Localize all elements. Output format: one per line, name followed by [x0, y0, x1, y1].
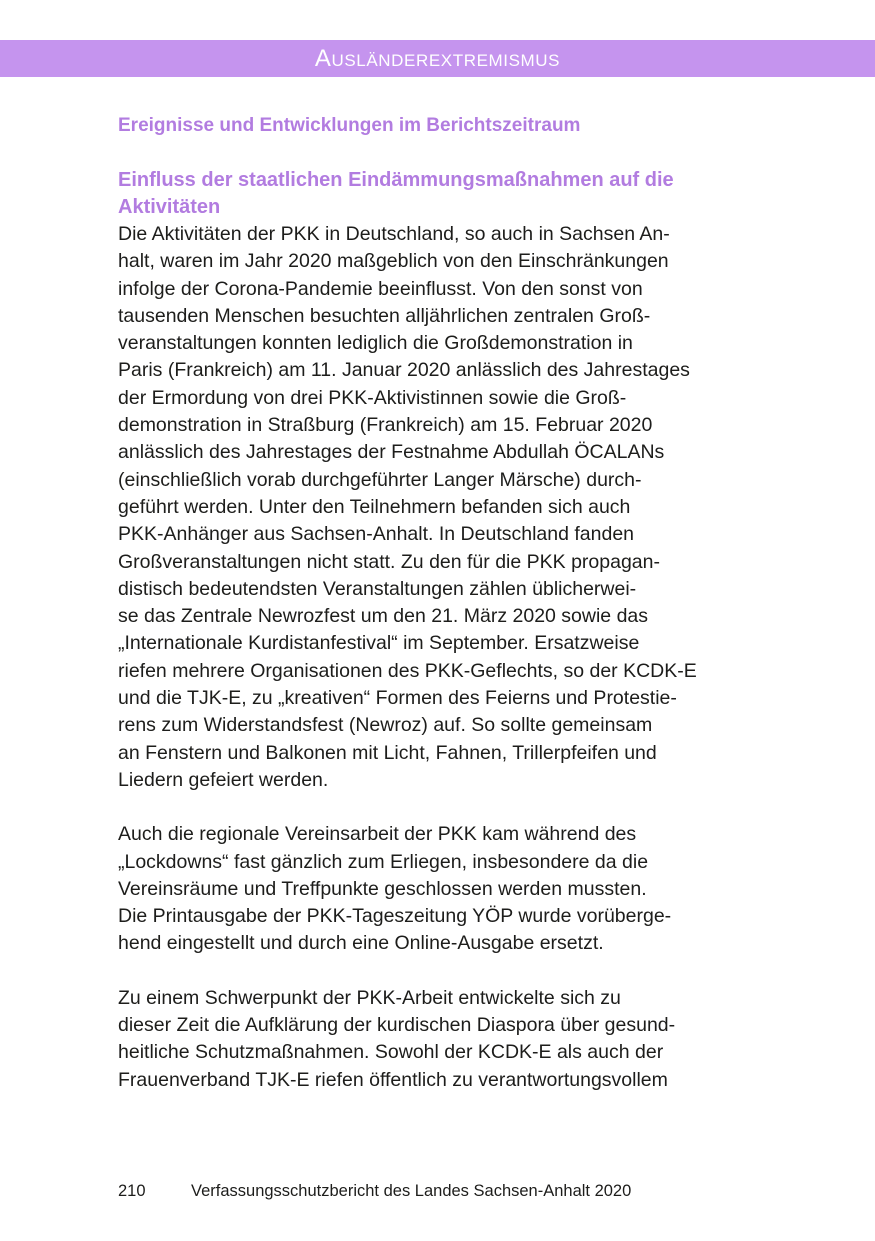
subsection-heading-line: Aktivitäten: [118, 196, 221, 218]
text-line: der Ermordung von drei PKK-Aktivistinnen sowie die Groß-: [118, 386, 627, 409]
text-line: Liedern gefeiert werden.: [118, 768, 329, 791]
subsection-heading: [118, 167, 778, 221]
publication-title: Verfassungsschutzbericht des Landes Sachsen-Anhalt 2020: [191, 1182, 632, 1200]
text-line: halt, waren im Jahr 2020 maßgeblich von den Einschränkungen: [118, 250, 669, 273]
text-line: anlässlich des Jahrestages der Festnahme Abdullah ÖCALANs: [118, 441, 665, 464]
text-line: an Fenstern und Balkonen mit Licht, Fahnen, Trillerpfeifen und: [118, 741, 657, 764]
text-line: tausenden Menschen besuchten alljährlichen zentralen Groß-: [118, 304, 651, 327]
text-line: dieser Zeit die Aufklärung der kurdischen Diaspora über gesund-: [118, 1014, 676, 1037]
text-line: Auch die regionale Vereinsarbeit der PKK kam während des: [118, 823, 637, 846]
text-line: Die Aktivitäten der PKK in Deutschland, so auch in Sachsen An-: [118, 223, 670, 245]
page-content: [118, 112, 778, 1094]
text-line: (einschließlich vorab durchgeführter Langer Märsche) durch-: [118, 468, 642, 491]
text-line: Frauenverband TJK-E riefen öffentlich zu verantwortungsvollem: [118, 1068, 668, 1091]
text-line: demonstration in Straßburg (Frankreich) am 15. Februar 2020: [118, 414, 653, 437]
text-line: Zu einem Schwerpunkt der PKK-Arbeit entwickelte sich zu: [118, 986, 621, 1009]
text-line: geführt werden. Unter den Teilnehmern befanden sich auch: [118, 495, 631, 518]
text-line: „Internationale Kurdistanfestival“ im September. Ersatzweise: [118, 632, 640, 655]
page-number: 210: [118, 1182, 146, 1200]
paragraph-1: [118, 221, 778, 794]
chapter-banner: [0, 40, 875, 77]
chapter-title: Ausländerextremismus: [314, 44, 561, 72]
text-line: Vereinsräume und Treffpunkte geschlossen werden mussten.: [118, 877, 647, 900]
text-line: Großveranstaltungen nicht statt. Zu den für die PKK propagan-: [118, 550, 660, 573]
text-line: infolge der Corona-Pandemie beeinflusst. Von den sonst von: [118, 277, 643, 300]
text-line: distisch bedeutendsten Veranstaltungen zählen üblicherwei-: [118, 577, 637, 600]
text-line: heitliche Schutzmaßnahmen. Sowohl der KCDK-E als auch der: [118, 1041, 664, 1064]
section-heading: Ereignisse und Entwicklungen im Berichtszeitraum: [118, 115, 581, 136]
paragraph-3: [118, 985, 778, 1094]
text-line: „Lockdowns“ fast gänzlich zum Erliegen, insbesondere da die: [118, 850, 649, 873]
text-line: hend eingestellt und durch eine Online-Ausgabe ersetzt.: [118, 932, 604, 955]
paragraph-2: [118, 821, 778, 957]
text-line: veranstaltungen konnten lediglich die Großdemonstration in: [118, 332, 633, 355]
text-line: rens zum Widerstandsfest (Newroz) auf. So sollte gemeinsam: [118, 714, 653, 737]
text-line: se das Zentrale Newrozfest um den 21. März 2020 sowie das: [118, 605, 649, 628]
text-line: Die Printausgabe der PKK-Tageszeitung YÖP wurde vorüberge-: [118, 905, 672, 928]
text-line: PKK-Anhänger aus Sachsen-Anhalt. In Deutschland fanden: [118, 523, 635, 546]
text-line: Paris (Frankreich) am 11. Januar 2020 anlässlich des Jahrestages: [118, 359, 690, 382]
subsection-heading-line: Einfluss der staatlichen Eindämmungsmaßnahmen auf die: [118, 169, 674, 191]
page-footer: [118, 1182, 631, 1201]
text-line: und die TJK-E, zu „kreativen“ Formen des Feierns und Protestie-: [118, 687, 677, 710]
text-line: riefen mehrere Organisationen des PKK-Geflechts, so der KCDK-E: [118, 659, 697, 682]
